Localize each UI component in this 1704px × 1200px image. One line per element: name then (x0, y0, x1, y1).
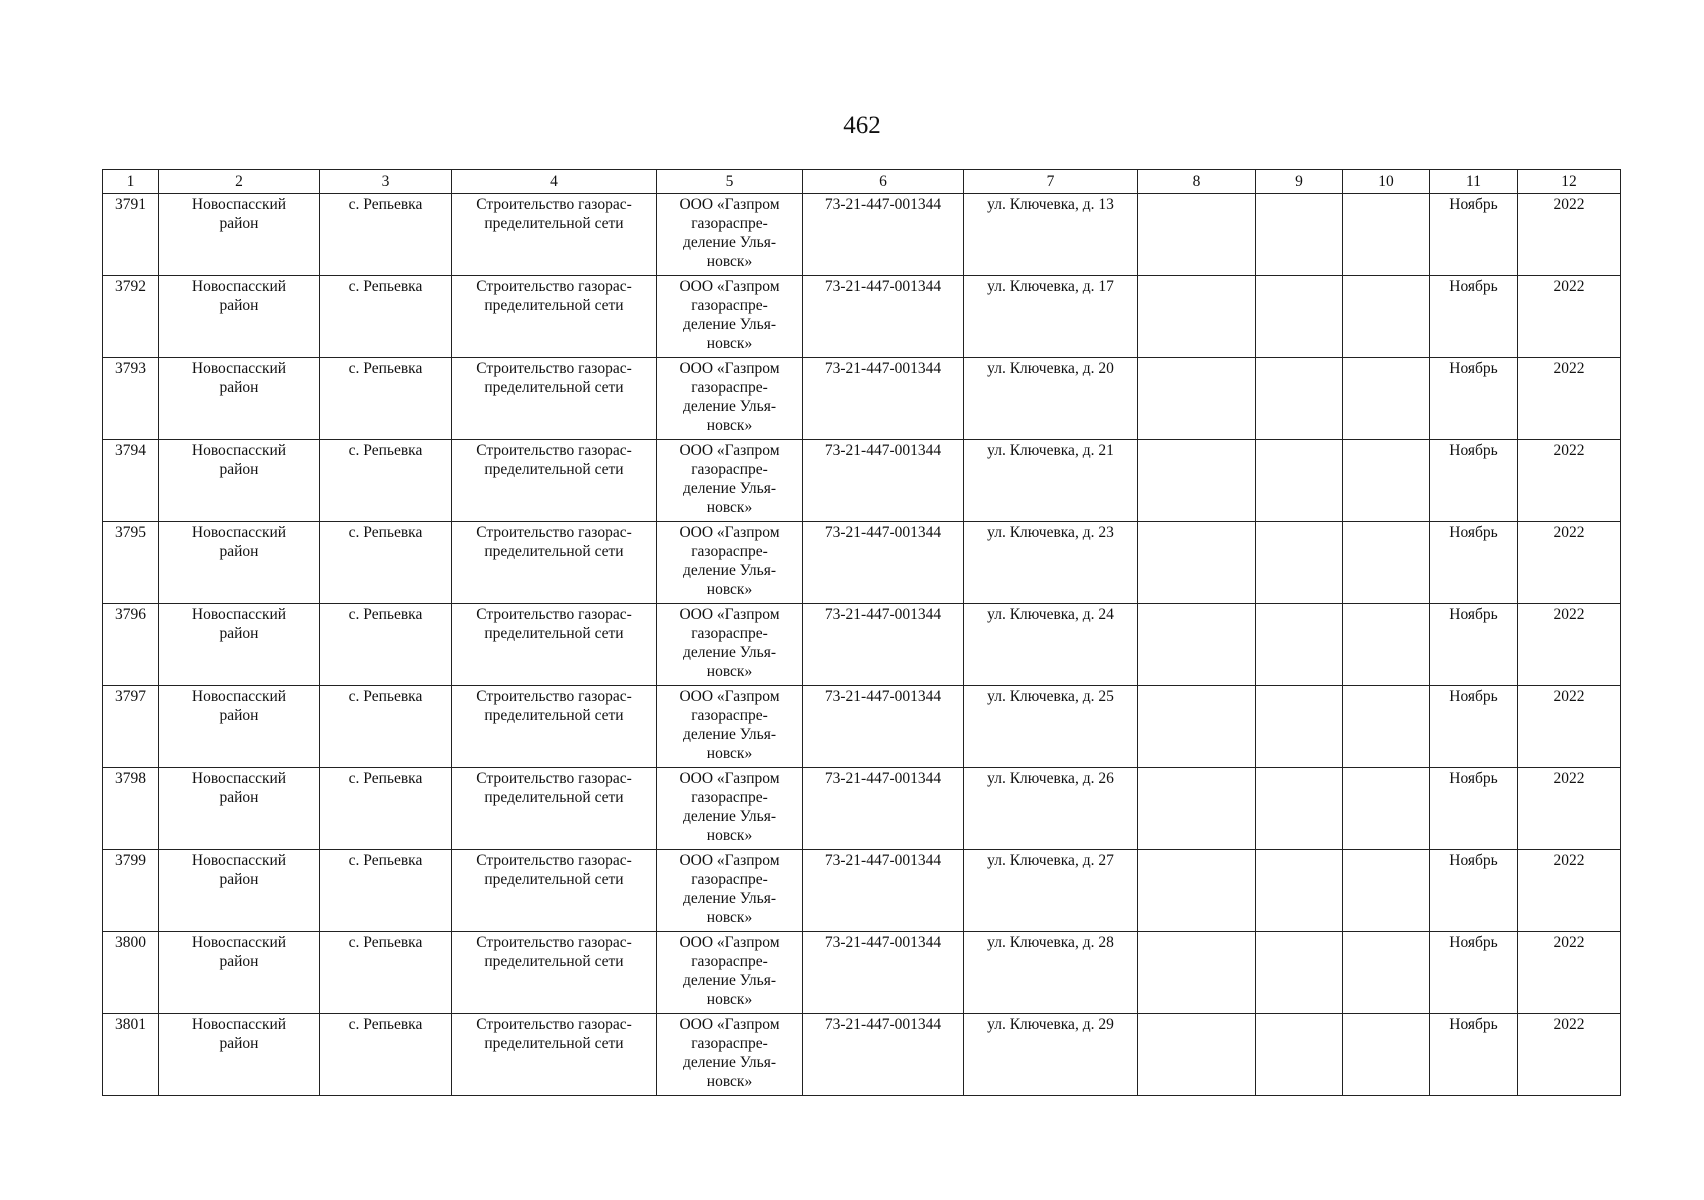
work-type-cell-line: Строительство газорас- (476, 852, 632, 869)
district-cell-line: район (219, 297, 259, 314)
address-cell: ул. Ключевка, д. 26 (964, 768, 1138, 850)
month-cell: Ноябрь (1430, 768, 1518, 850)
month-cell: Ноябрь (1430, 932, 1518, 1014)
district-cell (159, 1014, 320, 1096)
organization-cell-line: ООО «Газпром (679, 606, 780, 623)
settlement-cell: с. Репьевка (320, 604, 452, 686)
work-type-cell-line: пределительной сети (484, 543, 624, 560)
column-9-cell (1256, 1014, 1343, 1096)
code-cell: 73-21-447-001344 (803, 194, 964, 276)
column-8-cell (1138, 850, 1256, 932)
work-type-cell-line: Строительство газорас- (476, 770, 632, 787)
district-cell (159, 358, 320, 440)
work-type-cell (452, 768, 657, 850)
row-number-cell: 3791 (103, 194, 159, 276)
table-row (103, 522, 1621, 604)
organization-cell-line: газораспре- (691, 461, 768, 478)
district-cell-line: район (219, 789, 259, 806)
work-type-cell-line: пределительной сети (484, 215, 624, 232)
header-row (103, 170, 1621, 194)
month-cell: Ноябрь (1430, 1014, 1518, 1096)
column-9-cell (1256, 932, 1343, 1014)
code-cell: 73-21-447-001344 (803, 604, 964, 686)
column-8-cell (1138, 358, 1256, 440)
organization-cell-line: новск» (706, 745, 753, 762)
column-9-cell (1256, 358, 1343, 440)
district-cell (159, 850, 320, 932)
column-header: 3 (320, 170, 452, 194)
column-8-cell (1138, 686, 1256, 768)
district-cell-line: Новоспасский (191, 196, 287, 213)
organization-cell-line: новск» (706, 335, 753, 352)
table-row (103, 358, 1621, 440)
settlement-cell: с. Репьевка (320, 850, 452, 932)
organization-cell (657, 932, 803, 1014)
organization-cell (657, 358, 803, 440)
organization-cell-line: новск» (706, 827, 753, 844)
column-header: 1 (103, 170, 159, 194)
column-10-cell (1343, 686, 1430, 768)
work-type-cell-line: пределительной сети (484, 953, 624, 970)
address-cell: ул. Ключевка, д. 20 (964, 358, 1138, 440)
column-10-cell (1343, 1014, 1430, 1096)
row-number-cell: 3796 (103, 604, 159, 686)
work-type-cell (452, 276, 657, 358)
district-cell-line: Новоспасский (191, 934, 287, 951)
work-type-cell-line: Строительство газорас- (476, 360, 632, 377)
organization-cell (657, 768, 803, 850)
organization-cell-line: деление Улья- (682, 726, 777, 743)
column-10-cell (1343, 194, 1430, 276)
column-10-cell (1343, 440, 1430, 522)
organization-cell-line: новск» (706, 499, 753, 516)
district-cell-line: район (219, 543, 259, 560)
year-cell: 2022 (1518, 604, 1621, 686)
column-header: 2 (159, 170, 320, 194)
column-header: 9 (1256, 170, 1343, 194)
column-8-cell (1138, 194, 1256, 276)
column-10-cell (1343, 932, 1430, 1014)
column-header: 6 (803, 170, 964, 194)
district-cell (159, 276, 320, 358)
year-cell: 2022 (1518, 358, 1621, 440)
organization-cell (657, 522, 803, 604)
address-cell: ул. Ключевка, д. 24 (964, 604, 1138, 686)
district-cell (159, 440, 320, 522)
work-type-cell-line: пределительной сети (484, 707, 624, 724)
row-number-cell: 3799 (103, 850, 159, 932)
district-cell (159, 686, 320, 768)
month-cell: Ноябрь (1430, 194, 1518, 276)
column-header: 10 (1343, 170, 1430, 194)
column-8-cell (1138, 604, 1256, 686)
year-cell: 2022 (1518, 440, 1621, 522)
organization-cell-line: газораспре- (691, 625, 768, 642)
district-cell-line: район (219, 1035, 259, 1052)
column-8-cell (1138, 1014, 1256, 1096)
organization-cell-line: новск» (706, 663, 753, 680)
row-number-cell: 3797 (103, 686, 159, 768)
code-cell: 73-21-447-001344 (803, 932, 964, 1014)
column-8-cell (1138, 440, 1256, 522)
organization-cell-line: ООО «Газпром (679, 278, 780, 295)
table-row (103, 850, 1621, 932)
row-number-cell: 3795 (103, 522, 159, 604)
table-row (103, 932, 1621, 1014)
column-header: 12 (1518, 170, 1621, 194)
month-cell: Ноябрь (1430, 522, 1518, 604)
work-type-cell-line: пределительной сети (484, 789, 624, 806)
organization-cell (657, 276, 803, 358)
organization-cell (657, 850, 803, 932)
column-10-cell (1343, 604, 1430, 686)
organization-cell-line: газораспре- (691, 215, 768, 232)
organization-cell-line: ООО «Газпром (679, 934, 780, 951)
work-type-cell (452, 932, 657, 1014)
year-cell: 2022 (1518, 850, 1621, 932)
address-cell: ул. Ключевка, д. 17 (964, 276, 1138, 358)
table-row (103, 440, 1621, 522)
row-number-cell: 3793 (103, 358, 159, 440)
district-cell (159, 768, 320, 850)
district-cell-line: Новоспасский (191, 770, 287, 787)
work-type-cell-line: Строительство газорас- (476, 442, 632, 459)
column-8-cell (1138, 768, 1256, 850)
registry-table (102, 169, 1621, 1096)
table-row (103, 604, 1621, 686)
table-row (103, 276, 1621, 358)
district-cell-line: район (219, 871, 259, 888)
organization-cell-line: новск» (706, 253, 753, 270)
organization-cell-line: газораспре- (691, 707, 768, 724)
year-cell: 2022 (1518, 932, 1621, 1014)
organization-cell-line: деление Улья- (682, 1054, 777, 1071)
organization-cell-line: газораспре- (691, 789, 768, 806)
settlement-cell: с. Репьевка (320, 932, 452, 1014)
column-10-cell (1343, 276, 1430, 358)
organization-cell-line: деление Улья- (682, 480, 777, 497)
work-type-cell (452, 1014, 657, 1096)
year-cell: 2022 (1518, 686, 1621, 768)
organization-cell-line: деление Улья- (682, 808, 777, 825)
work-type-cell (452, 358, 657, 440)
district-cell-line: Новоспасский (191, 606, 287, 623)
work-type-cell-line: Строительство газорас- (476, 278, 632, 295)
organization-cell-line: ООО «Газпром (679, 688, 780, 705)
address-cell: ул. Ключевка, д. 29 (964, 1014, 1138, 1096)
column-9-cell (1256, 850, 1343, 932)
code-cell: 73-21-447-001344 (803, 440, 964, 522)
work-type-cell-line: пределительной сети (484, 379, 624, 396)
organization-cell (657, 686, 803, 768)
work-type-cell (452, 850, 657, 932)
settlement-cell: с. Репьевка (320, 1014, 452, 1096)
code-cell: 73-21-447-001344 (803, 358, 964, 440)
organization-cell-line: новск» (706, 581, 753, 598)
organization-cell-line: деление Улья- (682, 398, 777, 415)
organization-cell (657, 604, 803, 686)
address-cell: ул. Ключевка, д. 27 (964, 850, 1138, 932)
organization-cell (657, 1014, 803, 1096)
work-type-cell-line: Строительство газорас- (476, 688, 632, 705)
code-cell: 73-21-447-001344 (803, 1014, 964, 1096)
month-cell: Ноябрь (1430, 358, 1518, 440)
district-cell (159, 932, 320, 1014)
work-type-cell-line: пределительной сети (484, 297, 624, 314)
work-type-cell-line: пределительной сети (484, 625, 624, 642)
district-cell (159, 194, 320, 276)
organization-cell-line: новск» (706, 991, 753, 1008)
district-cell-line: Новоспасский (191, 852, 287, 869)
column-9-cell (1256, 276, 1343, 358)
column-10-cell (1343, 768, 1430, 850)
year-cell: 2022 (1518, 1014, 1621, 1096)
organization-cell-line: газораспре- (691, 297, 768, 314)
district-cell-line: Новоспасский (191, 1016, 287, 1033)
work-type-cell (452, 522, 657, 604)
address-cell: ул. Ключевка, д. 13 (964, 194, 1138, 276)
district-cell-line: район (219, 707, 259, 724)
work-type-cell (452, 686, 657, 768)
settlement-cell: с. Репьевка (320, 522, 452, 604)
organization-cell-line: ООО «Газпром (679, 524, 780, 541)
district-cell-line: Новоспасский (191, 524, 287, 541)
work-type-cell (452, 194, 657, 276)
column-8-cell (1138, 932, 1256, 1014)
settlement-cell: с. Репьевка (320, 686, 452, 768)
organization-cell-line: деление Улья- (682, 644, 777, 661)
organization-cell-line: новск» (706, 417, 753, 434)
organization-cell-line: новск» (706, 909, 753, 926)
district-cell (159, 522, 320, 604)
district-cell-line: район (219, 461, 259, 478)
organization-cell-line: деление Улья- (682, 972, 777, 989)
column-9-cell (1256, 194, 1343, 276)
work-type-cell-line: Строительство газорас- (476, 524, 632, 541)
column-9-cell (1256, 522, 1343, 604)
organization-cell-line: ООО «Газпром (679, 442, 780, 459)
code-cell: 73-21-447-001344 (803, 686, 964, 768)
organization-cell-line: ООО «Газпром (679, 360, 780, 377)
district-cell-line: район (219, 379, 259, 396)
district-cell-line: район (219, 625, 259, 642)
month-cell: Ноябрь (1430, 850, 1518, 932)
column-header: 4 (452, 170, 657, 194)
year-cell: 2022 (1518, 276, 1621, 358)
organization-cell-line: газораспре- (691, 1035, 768, 1052)
organization-cell (657, 194, 803, 276)
settlement-cell: с. Репьевка (320, 194, 452, 276)
month-cell: Ноябрь (1430, 686, 1518, 768)
code-cell: 73-21-447-001344 (803, 768, 964, 850)
row-number-cell: 3792 (103, 276, 159, 358)
organization-cell-line: деление Улья- (682, 316, 777, 333)
code-cell: 73-21-447-001344 (803, 276, 964, 358)
table-row (103, 194, 1621, 276)
row-number-cell: 3794 (103, 440, 159, 522)
column-header: 7 (964, 170, 1138, 194)
table-row (103, 768, 1621, 850)
year-cell: 2022 (1518, 522, 1621, 604)
row-number-cell: 3798 (103, 768, 159, 850)
settlement-cell: с. Репьевка (320, 768, 452, 850)
work-type-cell-line: Строительство газорас- (476, 934, 632, 951)
district-cell (159, 604, 320, 686)
work-type-cell (452, 440, 657, 522)
work-type-cell (452, 604, 657, 686)
column-header: 11 (1430, 170, 1518, 194)
address-cell: ул. Ключевка, д. 23 (964, 522, 1138, 604)
code-cell: 73-21-447-001344 (803, 850, 964, 932)
work-type-cell-line: Строительство газорас- (476, 196, 632, 213)
organization-cell-line: ООО «Газпром (679, 852, 780, 869)
code-cell: 73-21-447-001344 (803, 522, 964, 604)
organization-cell-line: деление Улья- (682, 562, 777, 579)
organization-cell-line: новск» (706, 1073, 753, 1090)
column-8-cell (1138, 522, 1256, 604)
column-header: 8 (1138, 170, 1256, 194)
organization-cell-line: газораспре- (691, 543, 768, 560)
year-cell: 2022 (1518, 768, 1621, 850)
address-cell: ул. Ключевка, д. 25 (964, 686, 1138, 768)
organization-cell-line: газораспре- (691, 379, 768, 396)
column-9-cell (1256, 768, 1343, 850)
column-9-cell (1256, 440, 1343, 522)
month-cell: Ноябрь (1430, 276, 1518, 358)
organization-cell-line: газораспре- (691, 953, 768, 970)
column-9-cell (1256, 604, 1343, 686)
district-cell-line: район (219, 215, 259, 232)
district-cell-line: район (219, 953, 259, 970)
district-cell-line: Новоспасский (191, 360, 287, 377)
organization-cell-line: ООО «Газпром (679, 1016, 780, 1033)
column-header: 5 (657, 170, 803, 194)
work-type-cell-line: Строительство газорас- (476, 606, 632, 623)
district-cell-line: Новоспасский (191, 688, 287, 705)
district-cell-line: Новоспасский (191, 442, 287, 459)
row-number-cell: 3800 (103, 932, 159, 1014)
year-cell: 2022 (1518, 194, 1621, 276)
column-10-cell (1343, 850, 1430, 932)
work-type-cell-line: пределительной сети (484, 461, 624, 478)
district-cell-line: Новоспасский (191, 278, 287, 295)
work-type-cell-line: пределительной сети (484, 1035, 624, 1052)
row-number-cell: 3801 (103, 1014, 159, 1096)
month-cell: Ноябрь (1430, 440, 1518, 522)
settlement-cell: с. Репьевка (320, 440, 452, 522)
organization-cell-line: ООО «Газпром (679, 196, 780, 213)
column-10-cell (1343, 358, 1430, 440)
settlement-cell: с. Репьевка (320, 276, 452, 358)
address-cell: ул. Ключевка, д. 28 (964, 932, 1138, 1014)
column-8-cell (1138, 276, 1256, 358)
settlement-cell: с. Репьевка (320, 358, 452, 440)
organization-cell-line: ООО «Газпром (679, 770, 780, 787)
month-cell: Ноябрь (1430, 604, 1518, 686)
table-row (103, 686, 1621, 768)
organization-cell (657, 440, 803, 522)
column-9-cell (1256, 686, 1343, 768)
table-row (103, 1014, 1621, 1096)
work-type-cell-line: Строительство газорас- (476, 1016, 632, 1033)
address-cell: ул. Ключевка, д. 21 (964, 440, 1138, 522)
work-type-cell-line: пределительной сети (484, 871, 624, 888)
organization-cell-line: газораспре- (691, 871, 768, 888)
organization-cell-line: деление Улья- (682, 890, 777, 907)
column-10-cell (1343, 522, 1430, 604)
organization-cell-line: деление Улья- (682, 234, 777, 251)
page-number: 462 (843, 112, 881, 139)
